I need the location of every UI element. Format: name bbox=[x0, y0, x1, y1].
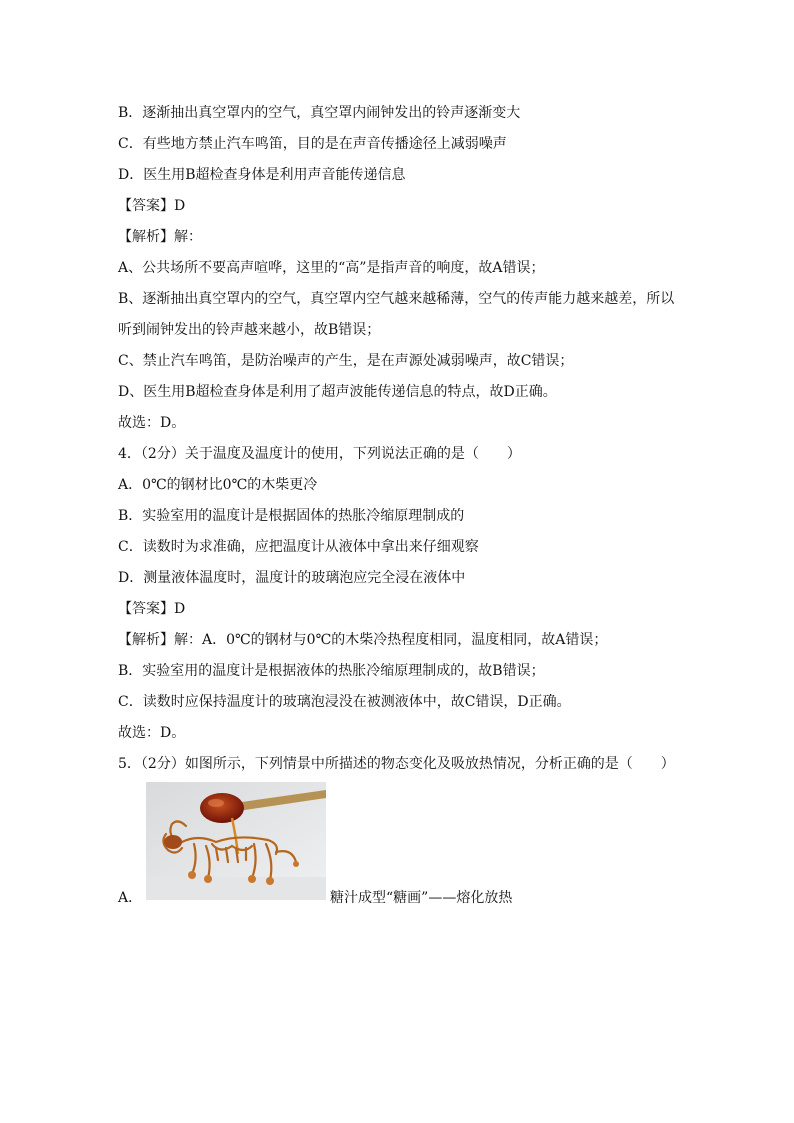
analysis-q3-b2: 听到闹钟发出的铃声越来越小，故B错误； bbox=[118, 322, 381, 338]
analysis-q3-c: C、禁止汽车鸣笛，是防治噪声的产生，是在声源处减弱噪声，故C错误； bbox=[118, 353, 574, 369]
option-d-q3: D．医生用B超检查身体是利用声音能传递信息 bbox=[118, 167, 406, 183]
choice-q4: 故选：D。 bbox=[118, 725, 186, 741]
analysis-q4-a: 【解析】解：A．0℃的钢材与0℃的木柴冷热程度相同，温度相同，故A错误； bbox=[118, 632, 608, 648]
sugar-painting-photo-icon bbox=[146, 782, 326, 900]
analysis-q3-a: A、公共场所不要高声喧哗，这里的“高”是指声音的响度，故A错误； bbox=[118, 260, 545, 276]
analysis-q3-b1: B、逐渐抽出真空罩内的空气，真空罩内空气越来越稀薄，空气的传声能力越来越差，所以 bbox=[118, 291, 675, 307]
option-b-q3: B．逐渐抽出真空罩内的空气，真空罩内闹钟发出的铃声逐渐变大 bbox=[118, 105, 521, 121]
analysis-q3-d: D、医生用B超检查身体是利用了超声波能传递信息的特点，故D正确。 bbox=[118, 384, 557, 400]
option-c-q4: C．读数时为求准确，应把温度计从液体中拿出来仔细观察 bbox=[118, 539, 479, 555]
option-b-q4: B．实验室用的温度计是根据固体的热胀冷缩原理制成的 bbox=[118, 508, 465, 524]
option-a-label-q5: A． bbox=[118, 890, 143, 906]
analysis-q4-c: C．读数时应保持温度计的玻璃泡浸没在被测液体中，故C错误，D正确。 bbox=[118, 694, 571, 710]
option-c-q3: C．有些地方禁止汽车鸣笛，目的是在声音传播途径上减弱噪声 bbox=[118, 136, 507, 152]
question-4: 4．（2分）关于温度及温度计的使用，下列说法正确的是（ ） bbox=[118, 446, 521, 462]
answer-q3: 【答案】D bbox=[118, 198, 186, 214]
analysis-q3-heading: 【解析】解： bbox=[118, 229, 202, 245]
analysis-q4-b: B．实验室用的温度计是根据液体的热胀冷缩原理制成的，故B错误； bbox=[118, 663, 545, 679]
question-5: 5．（2分）如图所示，下列情景中所描述的物态变化及吸放热情况，分析正确的是（ ） bbox=[118, 756, 675, 772]
answer-q4: 【答案】D bbox=[118, 601, 186, 617]
option-a-q4: A．0℃的钢材比0℃的木柴更冷 bbox=[118, 477, 318, 493]
choice-q3: 故选：D。 bbox=[118, 415, 186, 431]
option-d-q4: D．测量液体温度时，温度计的玻璃泡应完全浸在液体中 bbox=[118, 570, 466, 586]
option-a-caption-q5: 糖汁成型“糖画”——熔化放热 bbox=[330, 890, 513, 906]
